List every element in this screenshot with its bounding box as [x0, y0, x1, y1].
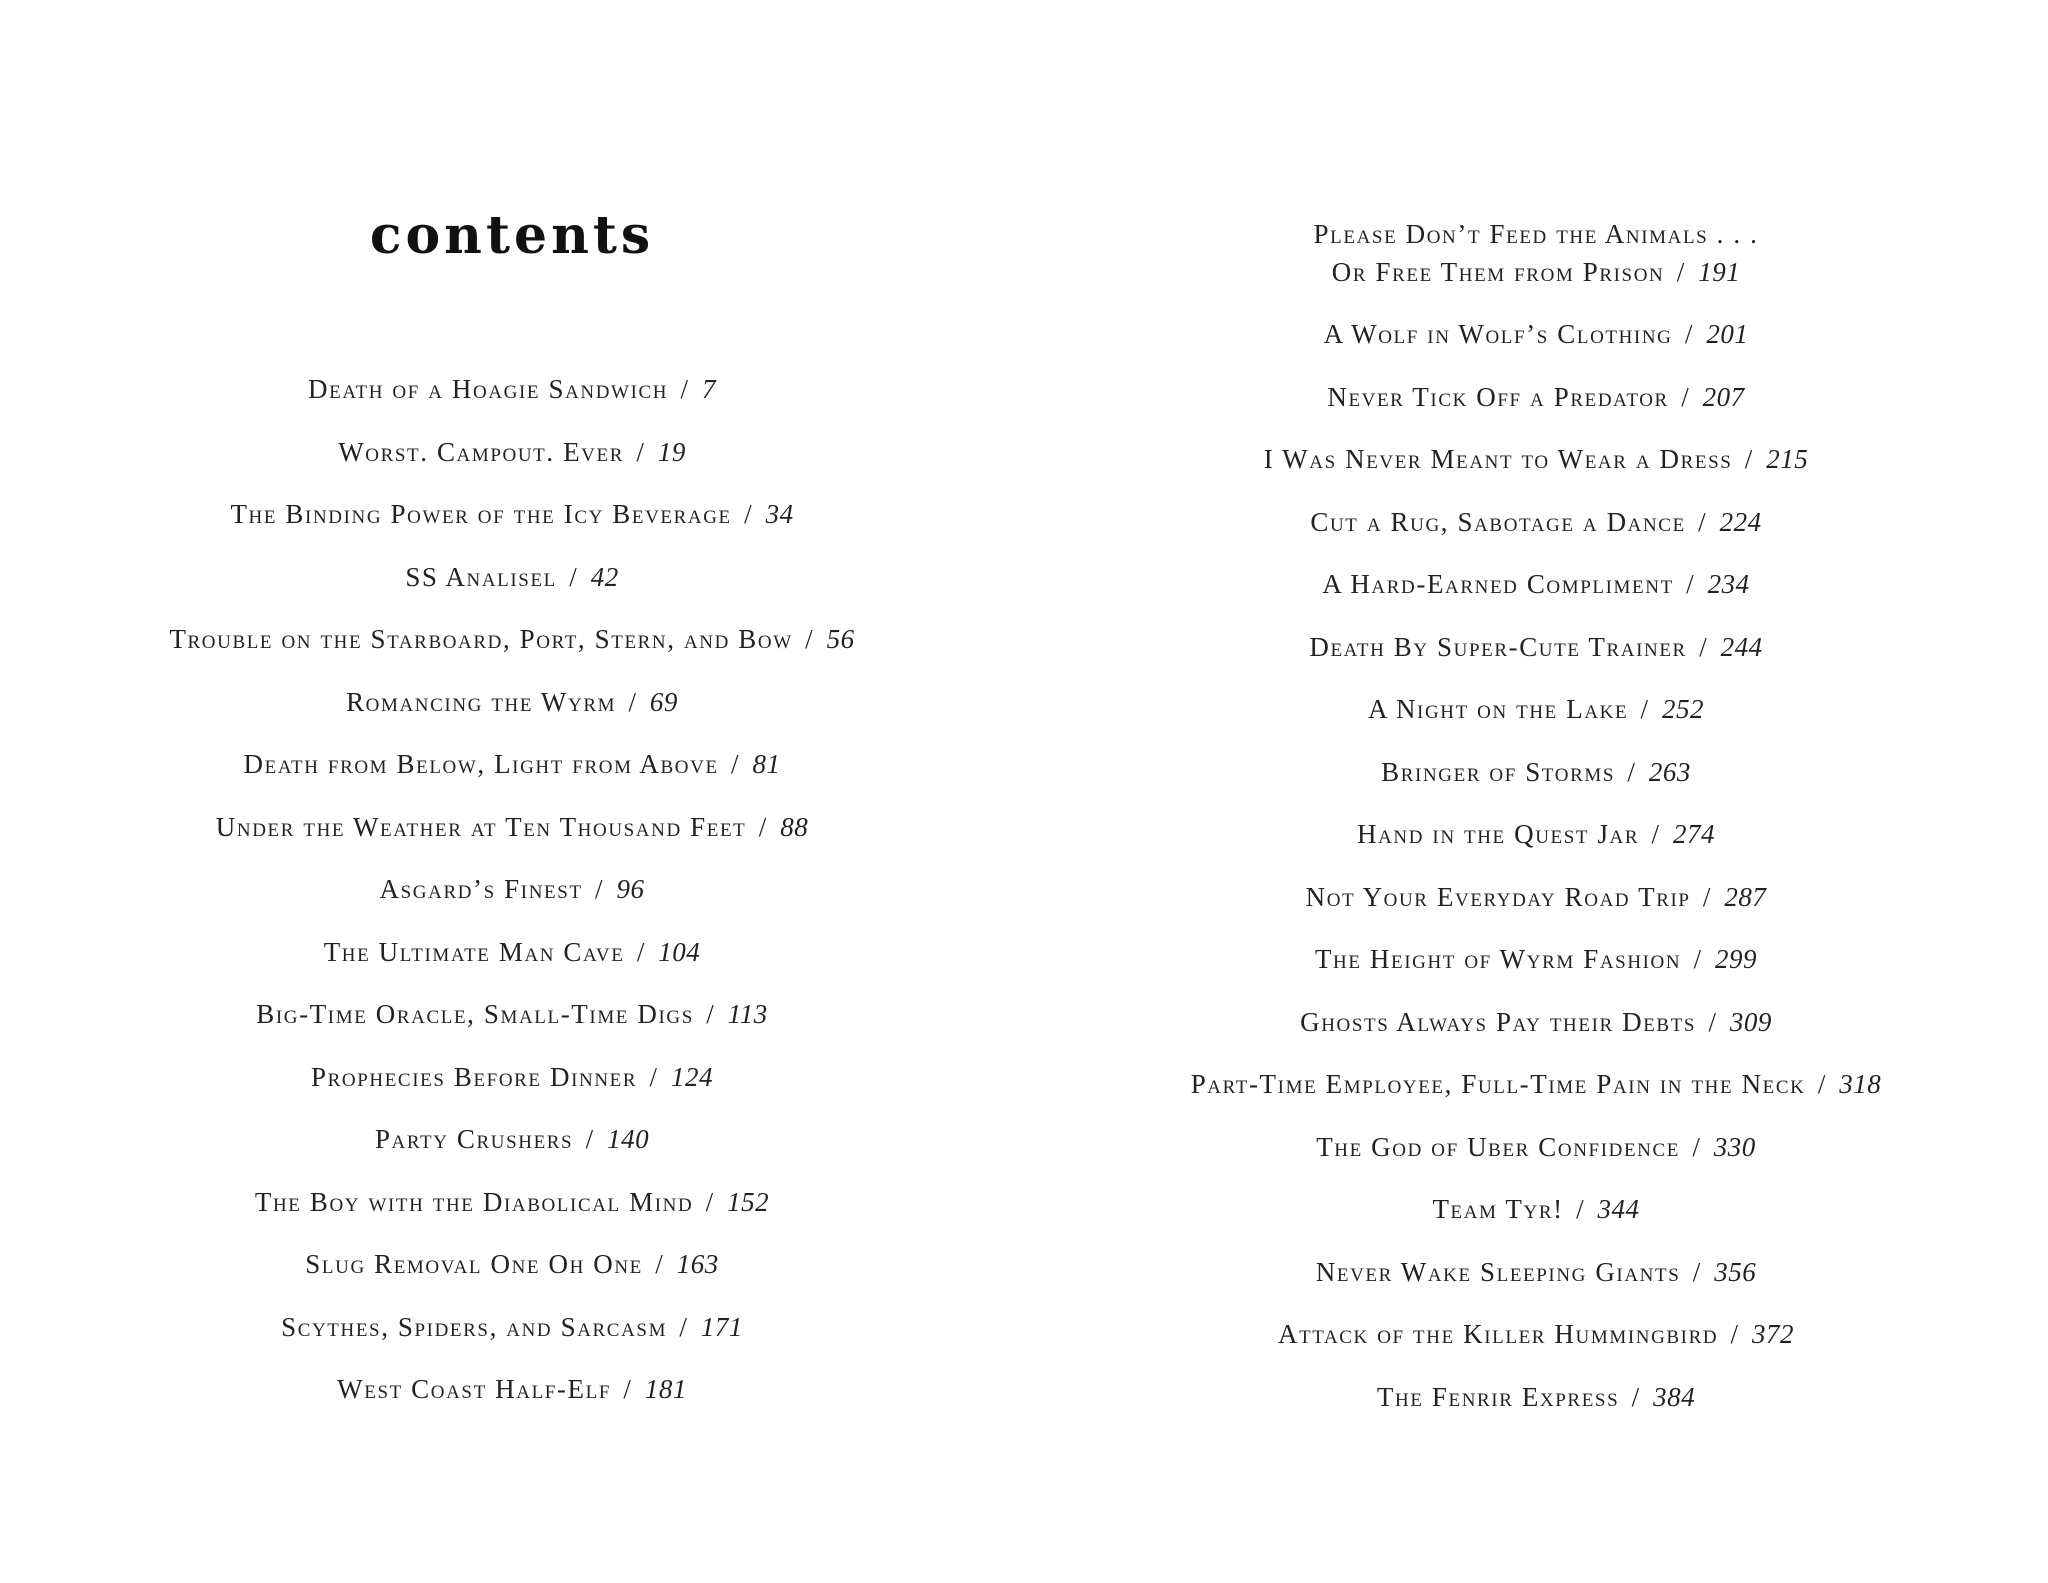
toc-entry	[0, 370, 1024, 433]
toc-entry	[1024, 628, 2048, 691]
chapter-title: The Binding Power of the Icy Beverage	[230, 499, 732, 529]
page-number: 252	[1662, 694, 1705, 724]
toc-entry	[0, 683, 1024, 746]
toc-entry	[1024, 878, 2048, 941]
separator: /	[1684, 319, 1694, 349]
chapter-title: The Ultimate Man Cave	[323, 936, 625, 967]
separator: /	[1681, 381, 1691, 412]
separator: /	[569, 561, 579, 592]
separator: /	[744, 499, 754, 529]
toc-entry	[1024, 215, 2048, 315]
page-number: 34	[765, 499, 794, 529]
chapter-title: SS Analisel	[405, 561, 557, 592]
separator: /	[1692, 1256, 1702, 1287]
separator: /	[623, 1374, 633, 1404]
separator: /	[1686, 569, 1696, 599]
page-number: 244	[1720, 631, 1763, 662]
toc-entry	[1024, 440, 2048, 503]
chapter-title: Hand in the Quest Jar	[1357, 819, 1640, 849]
toc-entry	[0, 933, 1024, 996]
toc-entry	[1024, 565, 2048, 628]
page-number: 104	[658, 936, 701, 967]
separator: /	[1702, 881, 1713, 912]
page-number: 56	[826, 624, 855, 654]
page-number: 152	[727, 1186, 770, 1217]
toc-entry	[1024, 503, 2048, 566]
toc-entry	[0, 1370, 1024, 1433]
chapter-title: The Boy with the Diabolical Mind	[254, 1186, 694, 1217]
chapter-title: Slug Removal One Oh One	[305, 1249, 643, 1279]
page-number: 287	[1724, 881, 1767, 912]
separator: /	[705, 1186, 715, 1217]
page-number: 7	[701, 374, 716, 404]
chapter-title: Prophecies Before Dinner	[311, 1061, 638, 1092]
separator: /	[1576, 1194, 1586, 1224]
chapter-title: Big-Time Oracle, Small-Time Digs	[256, 999, 694, 1029]
toc-entry	[0, 495, 1024, 558]
page-number: 88	[780, 811, 809, 842]
toc-entry	[0, 620, 1024, 683]
separator: /	[1744, 444, 1754, 474]
page-number: 113	[727, 999, 768, 1029]
page-number: 263	[1648, 756, 1691, 787]
chapter-title: Team Tyr!	[1432, 1194, 1564, 1224]
page-number: 309	[1729, 1006, 1772, 1037]
chapter-title: The Height of Wyrm Fashion	[1314, 944, 1682, 974]
chapter-title: Party Crushers	[374, 1124, 574, 1154]
page-number: 274	[1672, 819, 1715, 849]
toc-entry	[1024, 1378, 2048, 1441]
page-number: 215	[1766, 444, 1809, 474]
separator: /	[1708, 1006, 1718, 1037]
separator: /	[1692, 1131, 1702, 1162]
chapter-title: A Hard-Earned Compliment	[1322, 569, 1674, 599]
toc-entry	[0, 870, 1024, 933]
page-number: 299	[1715, 944, 1758, 974]
toc-entry	[1024, 753, 2048, 816]
page-number: 96	[616, 874, 645, 904]
chapter-title: Under the Weather at Ten Thousand Feet	[215, 811, 747, 842]
page-number: 201	[1706, 319, 1749, 349]
toc-entry	[0, 1183, 1024, 1246]
page-number: 163	[676, 1249, 719, 1279]
toc-entry	[0, 558, 1024, 621]
toc-entry	[1024, 1253, 2048, 1316]
separator: /	[1631, 1381, 1641, 1412]
chapter-title: Part-Time Employee, Full-Time Pain in the Neck	[1190, 1069, 1806, 1099]
chapter-title: Ghosts Always Pay their Debts	[1300, 1006, 1697, 1037]
toc-entry	[0, 808, 1024, 871]
separator: /	[1627, 756, 1637, 787]
separator: /	[731, 749, 741, 779]
toc-entry	[1024, 315, 2048, 378]
chapter-title: A Wolf in Wolf’s Clothing	[1323, 319, 1673, 349]
page-number: 69	[649, 686, 678, 717]
chapter-title: Asgard’s Finest	[379, 874, 583, 904]
chapter-title-line1: Please Don’t Feed the Animals . . .	[1313, 219, 1759, 249]
page-number: 207	[1702, 381, 1745, 412]
page-number: 181	[644, 1374, 687, 1404]
chapter-title: The Fenrir Express	[1376, 1381, 1620, 1412]
separator: /	[628, 686, 638, 717]
separator: /	[655, 1249, 665, 1279]
toc-entry	[1024, 1315, 2048, 1378]
chapter-title: Never Tick Off a Predator	[1327, 381, 1669, 412]
chapter-title: West Coast Half-Elf	[337, 1374, 611, 1404]
separator: /	[706, 999, 716, 1029]
chapter-title: Worst. Campout. Ever	[338, 436, 624, 467]
chapter-title: A Night on the Lake	[1367, 694, 1629, 724]
separator: /	[1699, 631, 1709, 662]
page-number: 234	[1707, 569, 1750, 599]
page-number: 81	[752, 749, 781, 779]
separator: /	[1676, 257, 1686, 287]
chapter-title: Attack of the Killer Hummingbird	[1277, 1319, 1719, 1349]
page-number: 330	[1713, 1131, 1756, 1162]
right-toc-list	[1024, 215, 2048, 1440]
chapter-title: The God of Uber Confidence	[1316, 1131, 1680, 1162]
toc-entry	[0, 745, 1024, 808]
page-number: 318	[1839, 1069, 1882, 1099]
toc-entry	[1024, 940, 2048, 1003]
separator: /	[679, 1311, 689, 1342]
separator: /	[594, 874, 605, 904]
right-page	[1024, 0, 2048, 1583]
separator: /	[1693, 944, 1703, 974]
toc-entry	[1024, 378, 2048, 441]
toc-entry	[1024, 690, 2048, 753]
separator: /	[636, 436, 646, 467]
chapter-title: Never Wake Sleeping Giants	[1315, 1256, 1681, 1287]
toc-entry	[0, 1308, 1024, 1371]
toc-entry	[0, 433, 1024, 496]
toc-entry	[1024, 1190, 2048, 1253]
page-number: 124	[670, 1061, 713, 1092]
separator: /	[758, 811, 768, 842]
chapter-title: Not Your Everyday Road Trip	[1305, 881, 1691, 912]
page-number: 42	[590, 561, 619, 592]
separator: /	[805, 624, 815, 654]
separator: /	[680, 374, 690, 404]
chapter-title: Scythes, Spiders, and Sarcasm	[281, 1311, 668, 1342]
page-number: 171	[700, 1311, 743, 1342]
contents-heading: contents	[369, 205, 655, 266]
page-number: 344	[1597, 1194, 1640, 1224]
page-number: 356	[1714, 1256, 1757, 1287]
page-number: 140	[607, 1124, 650, 1154]
separator: /	[636, 936, 646, 967]
left-toc-list	[0, 370, 1024, 1433]
page-number: 224	[1719, 506, 1762, 537]
toc-entry	[1024, 815, 2048, 878]
toc-entry	[1024, 1065, 2048, 1128]
separator: /	[1651, 819, 1661, 849]
chapter-title: Death from Below, Light from Above	[243, 749, 719, 779]
toc-entry	[1024, 1128, 2048, 1191]
toc-entry	[1024, 1003, 2048, 1066]
page-number: 19	[657, 436, 686, 467]
separator: /	[1640, 694, 1650, 724]
chapter-title: Trouble on the Starboard, Port, Stern, and Bow	[169, 624, 793, 654]
separator: /	[585, 1124, 595, 1154]
chapter-title: Bringer of Storms	[1381, 756, 1616, 787]
page-number: 384	[1653, 1381, 1696, 1412]
chapter-title: Romancing the Wyrm	[346, 686, 617, 717]
toc-entry	[0, 1245, 1024, 1308]
chapter-title: I Was Never Meant to Wear a Dress	[1263, 444, 1733, 474]
separator: /	[1817, 1069, 1827, 1099]
toc-entry	[0, 1120, 1024, 1183]
chapter-title: Cut a Rug, Sabotage a Dance	[1310, 506, 1686, 537]
toc-entry	[0, 995, 1024, 1058]
chapter-title: Death By Super-Cute Trainer	[1309, 631, 1687, 662]
chapter-title-line2: Or Free Them from Prison	[1331, 257, 1665, 287]
separator: /	[649, 1061, 659, 1092]
page-number: 191	[1698, 257, 1741, 287]
page-number: 372	[1752, 1319, 1795, 1349]
separator: /	[1730, 1319, 1740, 1349]
chapter-title: Death of a Hoagie Sandwich	[308, 374, 669, 404]
separator: /	[1698, 506, 1708, 537]
toc-entry	[0, 1058, 1024, 1121]
